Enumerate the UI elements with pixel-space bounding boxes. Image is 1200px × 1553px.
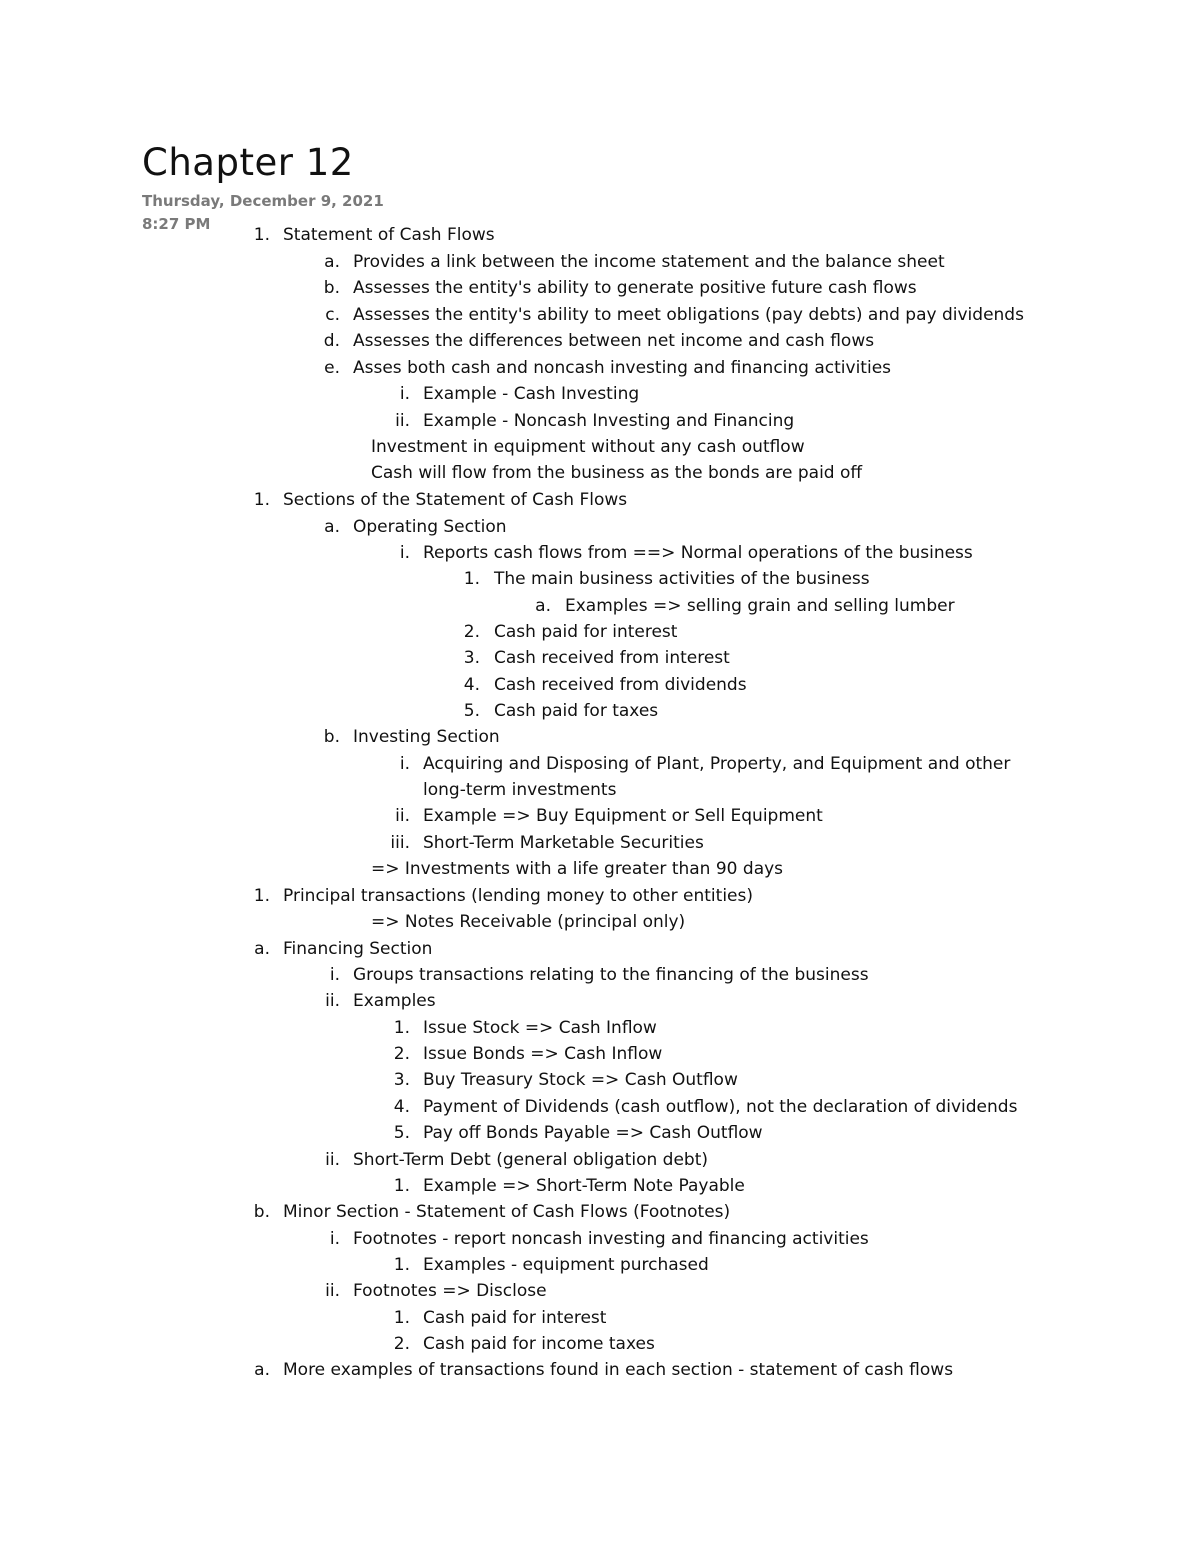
outline-item (0, 777, 1200, 803)
list-marker: b. (253, 1202, 270, 1222)
outline-item-text: Provides a link between the income statement and the balance sheet (353, 252, 945, 272)
outline-item-text: Cash paid for income taxes (423, 1334, 655, 1354)
list-marker: b. (323, 727, 340, 747)
outline-item (0, 566, 1200, 592)
page-title: Chapter 12 (142, 141, 354, 184)
outline-item-text: Example => Short-Term Note Payable (423, 1176, 745, 1196)
outline-item-text: Examples => selling grain and selling lumber (565, 596, 955, 616)
list-marker: a. (535, 596, 551, 616)
outline-item-text: Investment in equipment without any cash outflow (371, 437, 805, 457)
list-marker: 3. (393, 1070, 410, 1090)
outline-item (0, 1305, 1200, 1331)
outline-item (0, 460, 1200, 486)
outline-item (0, 698, 1200, 724)
outline-item (0, 1147, 1200, 1173)
list-marker: e. (324, 358, 340, 378)
outline-item (0, 1015, 1200, 1041)
outline-item (0, 856, 1200, 882)
outline-item-text: Operating Section (353, 517, 507, 537)
outline-item (0, 1357, 1200, 1383)
list-marker: iii. (390, 833, 410, 853)
outline-item-text: Issue Bonds => Cash Inflow (423, 1044, 663, 1064)
outline-item (0, 936, 1200, 962)
list-marker: 5. (463, 701, 480, 721)
list-marker: 1. (463, 569, 480, 589)
outline-item (0, 275, 1200, 301)
list-marker: 2. (463, 622, 480, 642)
list-marker: 1. (253, 490, 270, 510)
list-marker: 4. (463, 675, 480, 695)
list-marker: ii. (325, 1150, 340, 1170)
outline-item-text: Financing Section (283, 939, 433, 959)
outline-item (0, 883, 1200, 909)
outline-item-text: => Investments with a life greater than 90 days (371, 859, 784, 879)
outline-item (0, 619, 1200, 645)
outline-item-text: Assesses the entity's ability to generate positive future cash flows (353, 278, 917, 298)
outline-item (0, 724, 1200, 750)
outline-item-text: Asses both cash and noncash investing and financing activities (353, 358, 892, 378)
outline-item-text: Assesses the differences between net income and cash flows (353, 331, 875, 351)
outline-item-text: Footnotes - report noncash investing and financing activities (353, 1229, 869, 1249)
outline-item (0, 1173, 1200, 1199)
outline-item (0, 1041, 1200, 1067)
outline-item (0, 1226, 1200, 1252)
outline-item-text: => Notes Receivable (principal only) (371, 912, 686, 932)
outline-item (0, 593, 1200, 619)
list-marker: 1. (253, 886, 270, 906)
outline-item (0, 434, 1200, 460)
list-marker: i. (399, 384, 410, 404)
outline-item (0, 408, 1200, 434)
list-marker: 3. (463, 648, 480, 668)
outline-item-text: Example => Buy Equipment or Sell Equipment (423, 806, 823, 826)
list-marker: 4. (393, 1097, 410, 1117)
outline-item-text: Short-Term Marketable Securities (423, 833, 704, 853)
outline-item-text: Cash received from interest (494, 648, 730, 668)
list-marker: 5. (393, 1123, 410, 1143)
outline-item (0, 381, 1200, 407)
outline-item (0, 830, 1200, 856)
outline-item-text: Cash paid for interest (423, 1308, 607, 1328)
list-marker: a. (254, 1360, 270, 1380)
outline-item (0, 1094, 1200, 1120)
list-marker: ii. (395, 411, 410, 431)
outline-item (0, 1199, 1200, 1225)
outline-item (0, 803, 1200, 829)
outline-item (0, 1252, 1200, 1278)
outline-item-text: More examples of transactions found in each section - statement of cash flows (283, 1360, 954, 1380)
outline-item (0, 540, 1200, 566)
list-marker: 1. (393, 1308, 410, 1328)
outline-item-text: Buy Treasury Stock => Cash Outflow (423, 1070, 738, 1090)
list-marker: 1. (393, 1018, 410, 1038)
list-marker: 1. (393, 1176, 410, 1196)
list-marker: b. (323, 278, 340, 298)
outline-item-text: The main business activities of the business (494, 569, 870, 589)
outline-item-text: Examples - equipment purchased (423, 1255, 709, 1275)
outline-item (0, 988, 1200, 1014)
list-marker: ii. (325, 1281, 340, 1301)
outline-item (0, 328, 1200, 354)
outline-item-text: Principal transactions (lending money to other entities) (283, 886, 753, 906)
outline-item-text: Investing Section (353, 727, 500, 747)
list-marker: a. (324, 517, 340, 537)
outline-item-text: Issue Stock => Cash Inflow (423, 1018, 657, 1038)
outline-item-text: long-term investments (423, 780, 617, 800)
note-time: 8:27 PM (142, 215, 211, 233)
outline-item-text: Statement of Cash Flows (283, 225, 495, 245)
outline-item-text: Payment of Dividends (cash outflow), not the declaration of dividends (423, 1097, 1018, 1117)
outline-item-text: Pay off Bonds Payable => Cash Outflow (423, 1123, 763, 1143)
outline-item-text: Acquiring and Disposing of Plant, Property, and Equipment and other (423, 754, 1011, 774)
list-marker: i. (399, 543, 410, 563)
list-marker: ii. (395, 806, 410, 826)
list-marker: a. (324, 252, 340, 272)
outline-item (0, 909, 1200, 935)
outline-item-text: Example - Cash Investing (423, 384, 640, 404)
outline-item-text: Reports cash flows from ==> Normal operations of the business (423, 543, 973, 563)
outline-item-text: Assesses the entity's ability to meet obligations (pay debts) and pay dividends (353, 305, 1024, 325)
outline-item (0, 249, 1200, 275)
outline-item-text: Sections of the Statement of Cash Flows (283, 490, 628, 510)
outline-item (0, 751, 1200, 777)
list-marker: 1. (253, 225, 270, 245)
list-marker: d. (323, 331, 340, 351)
list-marker: i. (329, 1229, 340, 1249)
list-marker: 2. (393, 1044, 410, 1064)
outline-item (0, 1331, 1200, 1357)
outline-item (0, 1120, 1200, 1146)
outline-item (0, 514, 1200, 540)
outline-item-text: Cash received from dividends (494, 675, 747, 695)
outline-item (0, 672, 1200, 698)
list-marker: 1. (393, 1255, 410, 1275)
outline-item-text: Groups transactions relating to the financing of the business (353, 965, 869, 985)
list-marker: ii. (325, 991, 340, 1011)
outline-item (0, 1278, 1200, 1304)
outline-item (0, 355, 1200, 381)
outline-item-text: Minor Section - Statement of Cash Flows (Footnotes) (283, 1202, 731, 1222)
outline-item (0, 1067, 1200, 1093)
outline-item-text: Short-Term Debt (general obligation debt) (353, 1150, 709, 1170)
list-marker: 2. (393, 1334, 410, 1354)
outline-item-text: Cash will flow from the business as the bonds are paid off (371, 463, 863, 483)
outline-item (0, 302, 1200, 328)
outline-item-text: Examples (353, 991, 436, 1011)
list-marker: i. (399, 754, 410, 774)
outline-item (0, 962, 1200, 988)
note-date: Thursday, December 9, 2021 (142, 192, 384, 210)
outline-item (0, 487, 1200, 513)
list-marker: i. (329, 965, 340, 985)
list-marker: c. (325, 305, 340, 325)
outline-item (0, 222, 1200, 248)
list-marker: a. (254, 939, 270, 959)
outline-item-text: Cash paid for interest (494, 622, 678, 642)
outline-item (0, 645, 1200, 671)
outline-item-text: Example - Noncash Investing and Financing (423, 411, 795, 431)
outline-item-text: Footnotes => Disclose (353, 1281, 547, 1301)
outline-item-text: Cash paid for taxes (494, 701, 659, 721)
